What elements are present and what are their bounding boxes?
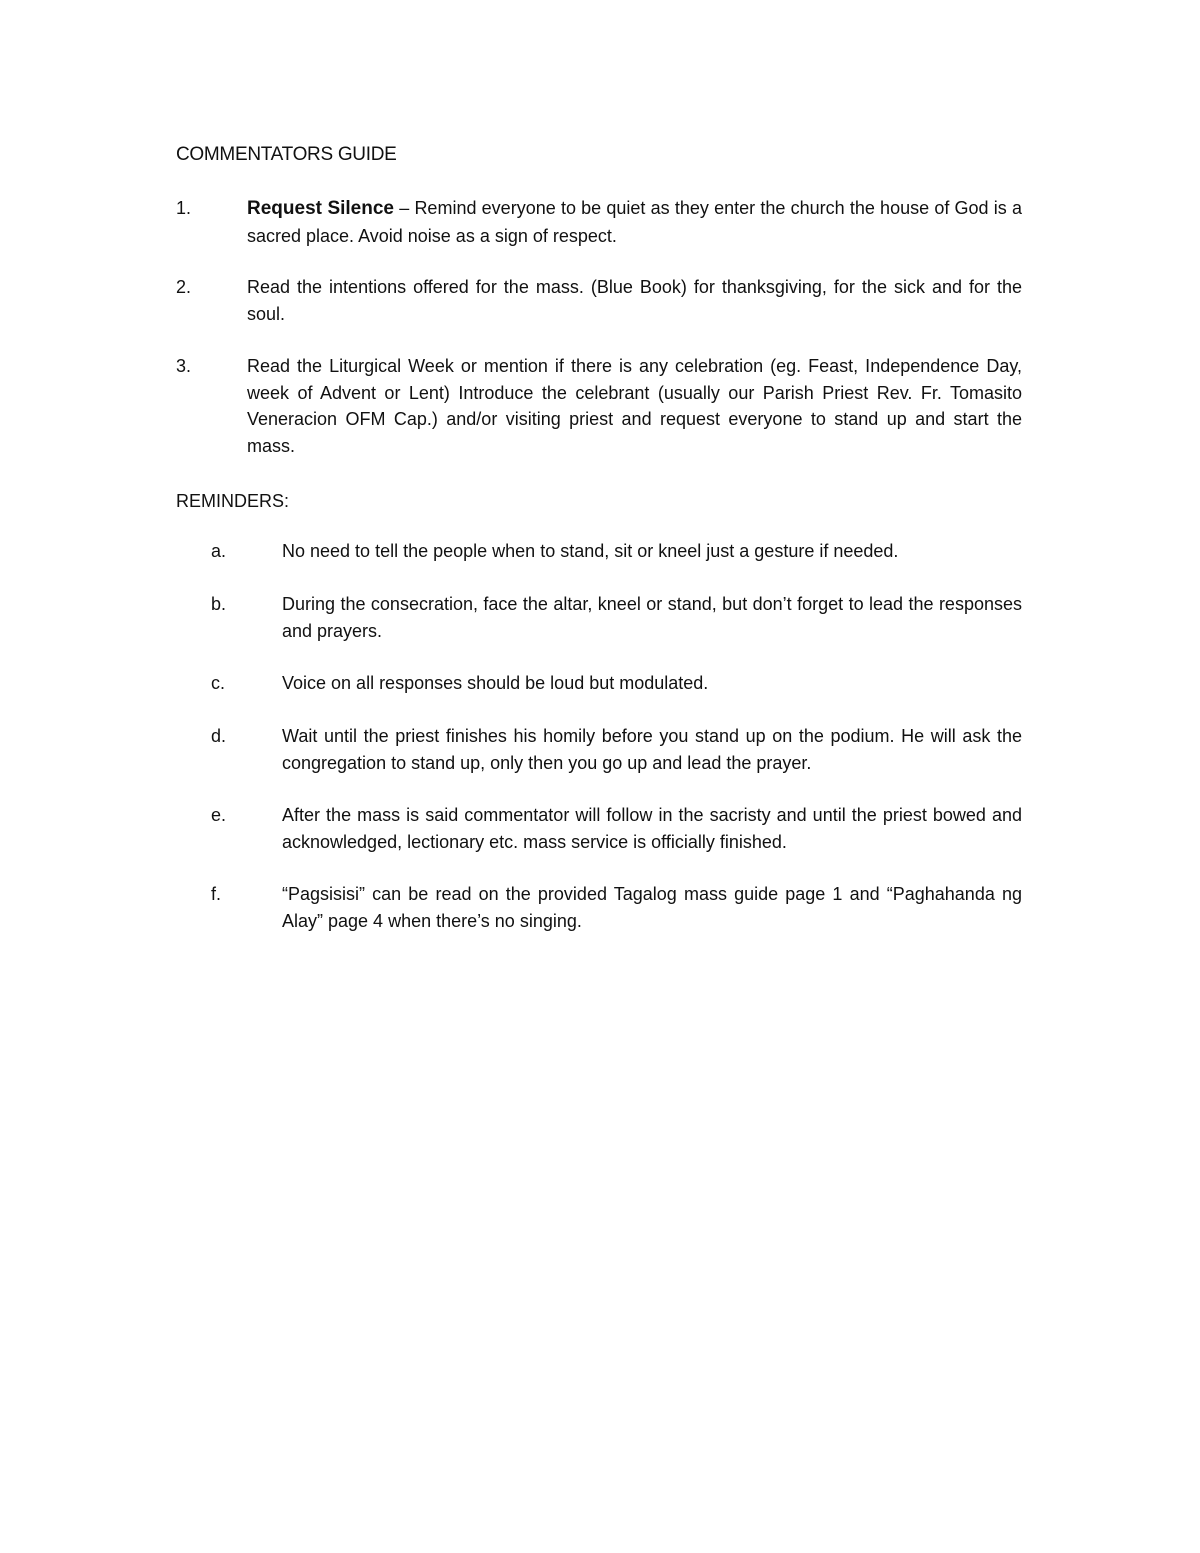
- list-item-text: [247, 195, 1022, 249]
- document-title: COMMENTATORS GUIDE: [176, 144, 397, 165]
- list-marker: b.: [211, 594, 227, 614]
- list-item-text: Read the Liturgical Week or mention if there is any celebration (eg. Feast, Independence Day, week of Advent or Lent) Introduce the celebrant (usually our Parish Priest Rev. Fr. Tomasito Veneracion OFM Cap.) and/or visiting priest and request everyone to stand up and start the mass.: [247, 356, 1022, 456]
- item-body: – Remind everyone to be quiet as they enter the church the house of God is a sacred place. Avoid noise as a sign of respect.: [247, 198, 1022, 246]
- list-marker: e.: [211, 805, 227, 825]
- list-item-text: “Pagsisisi” can be read on the provided Tagalog mass guide page 1 and “Paghahanda ng Alay” page 4 when there’s no singing.: [282, 884, 1022, 931]
- list-marker: d.: [211, 726, 227, 746]
- list-marker: a.: [211, 541, 227, 561]
- list-marker: c.: [211, 673, 226, 693]
- list-marker: 1.: [176, 198, 192, 218]
- list-item-text: Voice on all responses should be loud but modulated.: [282, 673, 709, 693]
- list-item-text: During the consecration, face the altar, kneel or stand, but don’t forget to lead the responses and prayers.: [282, 594, 1022, 641]
- list-marker: 2.: [176, 277, 192, 297]
- list-item-text: Read the intentions offered for the mass. (Blue Book) for thanksgiving, for the sick and for the soul.: [247, 277, 1022, 324]
- item-lead-bold: Request Silence: [247, 198, 394, 219]
- list-item-text: Wait until the priest finishes his homily before you stand up on the podium. He will ask the congregation to stand up, only then you go up and lead the prayer.: [282, 726, 1022, 773]
- reminders-heading: REMINDERS:: [176, 491, 290, 511]
- list-marker: f.: [211, 884, 222, 904]
- list-item-text: After the mass is said commentator will follow in the sacristy and until the priest bowed and acknowledged, lectionary etc. mass service is officially finished.: [282, 805, 1022, 852]
- list-item-text: No need to tell the people when to stand, sit or kneel just a gesture if needed.: [282, 541, 899, 561]
- list-marker: 3.: [176, 356, 192, 376]
